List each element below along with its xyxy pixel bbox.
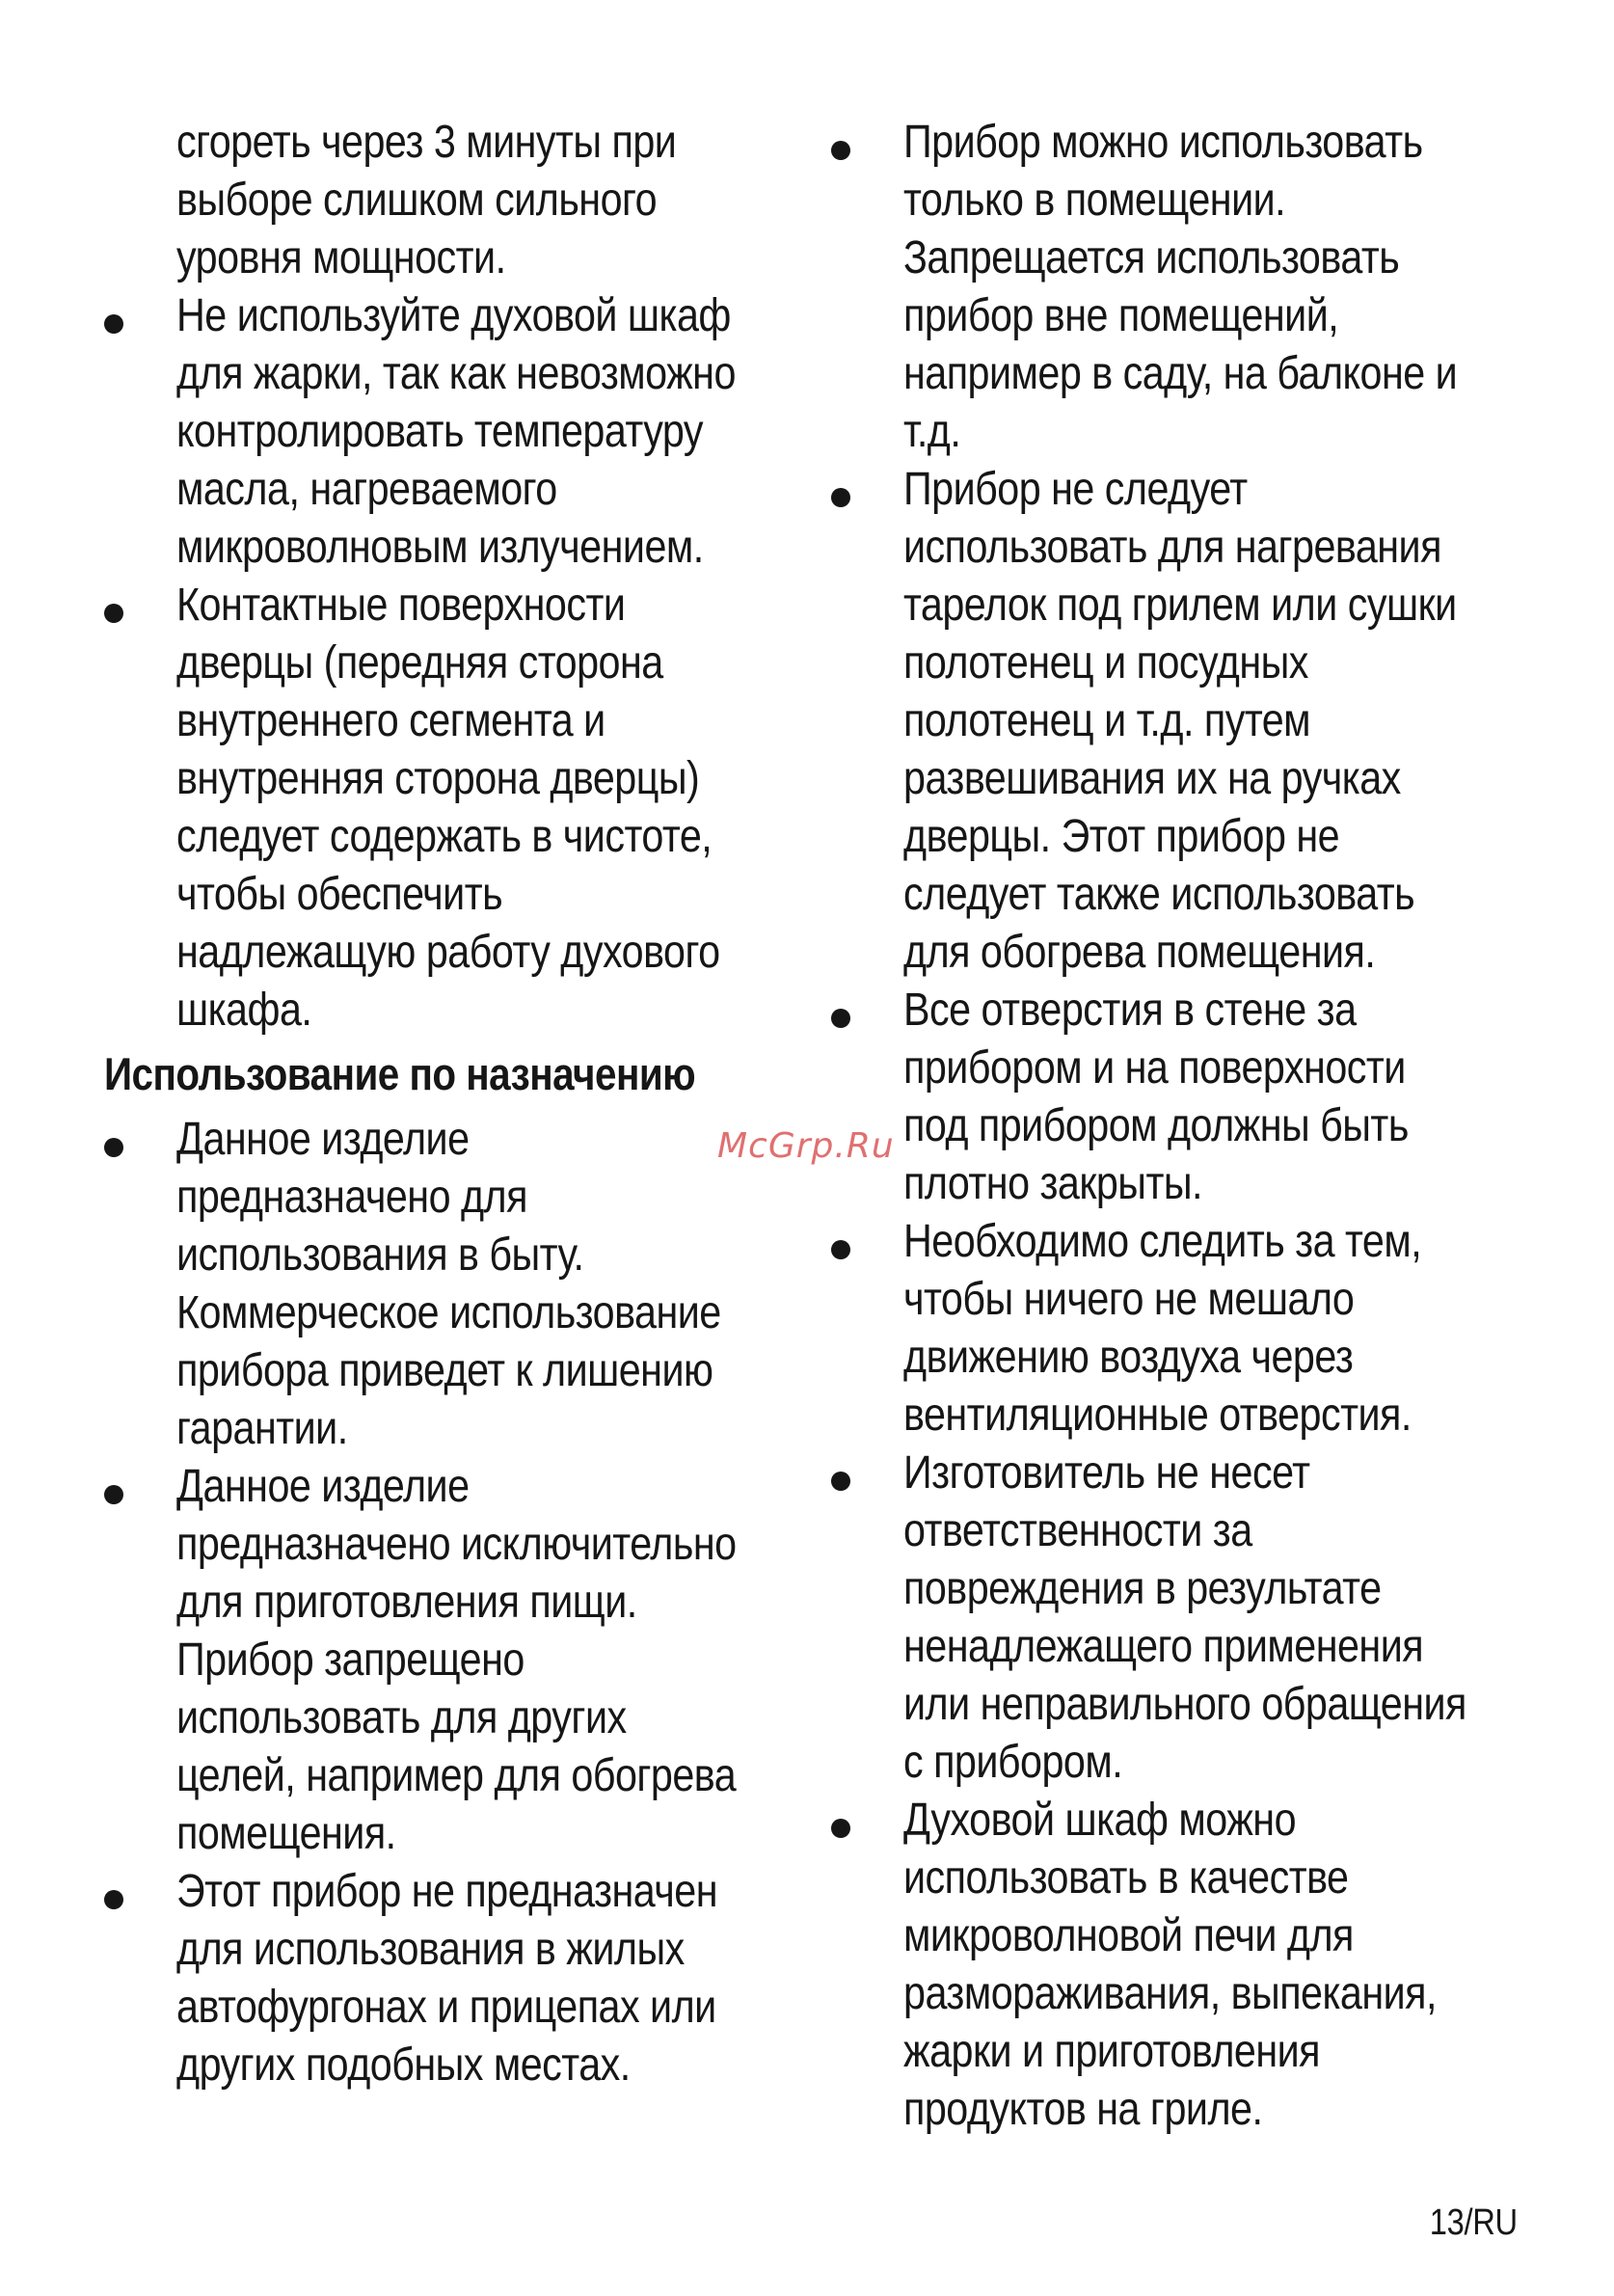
bullet-dot-icon xyxy=(104,1485,123,1504)
text-line: прибором и на поверхности xyxy=(903,1042,1406,1094)
text-line: полотенец и посудных xyxy=(903,637,1308,689)
text-line: Запрещается использовать xyxy=(903,232,1400,284)
text-line: внутреннего сегмента и xyxy=(176,695,605,746)
bullet-item xyxy=(104,1863,798,2094)
text-line: Необходимо следить за тем, xyxy=(903,1216,1422,1267)
continued-paragraph xyxy=(104,114,798,287)
text-line: масла, нагреваемого xyxy=(176,464,557,515)
bullet-dot-icon xyxy=(831,141,850,160)
bullet-item xyxy=(831,1792,1525,2139)
text-line: прибора приведет к лишению xyxy=(176,1345,713,1396)
text-line: движению воздуха через xyxy=(903,1332,1354,1383)
bullet-item xyxy=(831,1445,1525,1792)
text-line: надлежащую работу духового xyxy=(176,927,720,978)
page-number: 13/RU xyxy=(1430,2202,1518,2243)
text-line: использовать для нагревания xyxy=(903,522,1441,573)
text-line: выборе слишком сильного xyxy=(176,175,658,226)
text-line: целей, например для обогрева xyxy=(176,1750,737,1801)
text-line: под прибором должны быть xyxy=(903,1100,1409,1151)
text-line: Духовой шкаф можно xyxy=(903,1795,1297,1846)
text-line: внутренняя сторона дверцы) xyxy=(176,753,700,804)
bullet-item xyxy=(831,461,1525,982)
text-line: Не используйте духовой шкаф xyxy=(176,290,731,341)
text-line: других подобных местах. xyxy=(176,2039,631,2091)
bullet-dot-icon xyxy=(104,1138,123,1157)
text-line: полотенец и т.д. путем xyxy=(903,695,1311,746)
left-column xyxy=(104,114,798,2094)
text-line: для жарки, так как невозможно xyxy=(176,348,736,399)
text-line: тарелок под грилем или сушки xyxy=(903,580,1457,631)
text-line: жарки и приготовления xyxy=(903,2026,1321,2077)
bullet-dot-icon xyxy=(104,604,123,623)
text-line: автофургонах и прицепах или xyxy=(176,1982,716,2033)
text-line: Изготовитель не несет xyxy=(903,1447,1310,1499)
bullet-item xyxy=(831,114,1525,461)
bullet-item xyxy=(104,1458,798,1863)
section-heading: Использование по назначению xyxy=(104,1048,696,1099)
text-line: повреждения в результате xyxy=(903,1563,1382,1614)
text-line: т.д. xyxy=(903,406,961,457)
text-line: или неправильного обращения xyxy=(903,1679,1466,1730)
text-line: контролировать температуру xyxy=(176,406,704,457)
text-line: плотно закрыты. xyxy=(903,1158,1202,1209)
text-line: Прибор запрещено xyxy=(176,1634,525,1686)
text-line: предназначено исключительно xyxy=(176,1519,737,1570)
bullet-item xyxy=(104,287,798,577)
text-line: микроволновым излучением. xyxy=(176,522,704,573)
text-line: для приготовления пищи. xyxy=(176,1577,637,1628)
bullet-dot-icon xyxy=(831,1819,850,1838)
text-line: продуктов на гриле. xyxy=(903,2084,1263,2135)
text-line: дверцы (передняя сторона xyxy=(176,637,663,689)
text-line: микроволновой печи для xyxy=(903,1910,1354,1961)
text-line: прибор вне помещений, xyxy=(903,290,1339,341)
text-line: использования в быту. xyxy=(176,1229,584,1281)
text-line: Контактные поверхности xyxy=(176,580,626,631)
text-line: следует содержать в чистоте, xyxy=(176,811,713,862)
text-line: Прибор не следует xyxy=(903,464,1248,515)
bullet-item xyxy=(831,1213,1525,1445)
bullet-item xyxy=(104,1111,798,1458)
text-line: чтобы ничего не мешало xyxy=(903,1274,1355,1325)
bullet-dot-icon xyxy=(831,1240,850,1259)
text-line: размораживания, выпекания, xyxy=(903,1968,1437,2019)
text-line: для обогрева помещения. xyxy=(903,927,1376,978)
bullet-dot-icon xyxy=(831,488,850,507)
text-line: помещения. xyxy=(176,1808,396,1859)
right-column xyxy=(831,114,1525,2139)
text-line: для использования в жилых xyxy=(176,1924,685,1975)
text-line: дверцы. Этот прибор не xyxy=(903,811,1340,862)
text-line: ненадлежащего применения xyxy=(903,1621,1424,1672)
text-line: Данное изделие xyxy=(176,1114,470,1165)
watermark-link[interactable]: McGrp.Ru xyxy=(717,1126,895,1166)
text-line: Прибор можно использовать xyxy=(903,117,1423,168)
bullet-dot-icon xyxy=(104,314,123,334)
text-line: ответственности за xyxy=(903,1505,1252,1556)
text-line: Все отверстия в стене за xyxy=(903,985,1357,1036)
text-line: Этот прибор не предназначен xyxy=(176,1866,718,1917)
text-line: например в саду, на балконе и xyxy=(903,348,1458,399)
text-line: Данное изделие xyxy=(176,1461,470,1512)
bullet-item xyxy=(831,982,1525,1213)
text-line: предназначено для xyxy=(176,1172,527,1223)
text-line: сгореть через 3 минуты при xyxy=(176,117,677,168)
text-line: использовать для других xyxy=(176,1692,627,1743)
text-line: гарантии. xyxy=(176,1403,348,1454)
text-line: с прибором. xyxy=(903,1737,1123,1788)
text-line: чтобы обеспечить xyxy=(176,869,503,920)
text-line: шкафа. xyxy=(176,985,312,1036)
text-line: использовать в качестве xyxy=(903,1852,1349,1904)
text-line: развешивания их на ручках xyxy=(903,753,1401,804)
text-line: только в помещении. xyxy=(903,175,1286,226)
bullet-item xyxy=(104,577,798,1040)
text-line: вентиляционные отверстия. xyxy=(903,1390,1412,1441)
text-line: следует также использовать xyxy=(903,869,1415,920)
bullet-dot-icon xyxy=(831,1009,850,1028)
text-line: Коммерческое использование xyxy=(176,1287,721,1338)
bullet-dot-icon xyxy=(831,1472,850,1491)
bullet-dot-icon xyxy=(104,1890,123,1909)
text-line: уровня мощности. xyxy=(176,232,506,284)
